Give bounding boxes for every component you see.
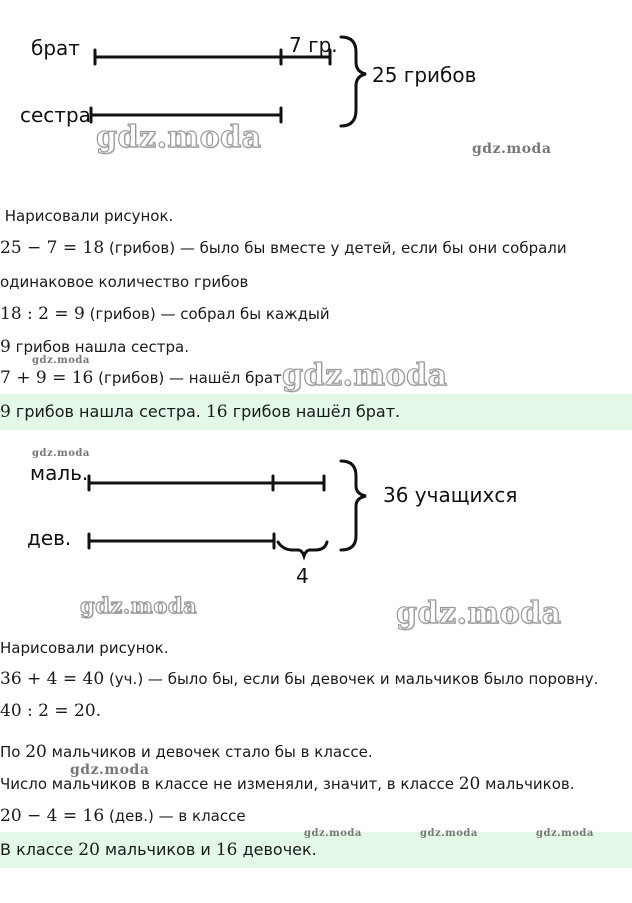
- watermark-logo: gdz.moda: [80, 593, 198, 618]
- watermark-logo: gdz.moda: [96, 120, 262, 155]
- watermark-logo: gdz.moda: [472, 141, 552, 157]
- label-boys: маль.: [30, 461, 89, 485]
- watermark-logo: gdz.moda: [32, 355, 90, 366]
- text-line: 20 − 4 = 16 (дев.) — в классе: [0, 806, 246, 826]
- text-line: Число мальчиков в классе не изменяли, значит, в классе 20 мальчиков.: [0, 774, 575, 794]
- total-brace: [341, 461, 366, 550]
- label-difference: 7 гр.: [289, 33, 338, 57]
- watermark-logo: gdz.moda: [70, 762, 150, 778]
- label-sister: сестра: [20, 103, 91, 127]
- watermark-logo: gdz.moda: [282, 358, 448, 393]
- answer-box: 9 грибов нашла сестра. 16 грибов нашёл брат.: [0, 394, 632, 430]
- text-line: 9 грибов нашла сестра.: [0, 337, 189, 357]
- segment-diagram: [0, 0, 632, 200]
- watermark-logo: gdz.moda: [536, 828, 594, 839]
- label-brother: брат: [31, 36, 80, 60]
- diagram-mushrooms: [0, 0, 632, 200]
- text-line: Нарисовали рисунок.: [0, 639, 169, 657]
- label-total: 25 грибов: [372, 63, 477, 87]
- watermark-logo: gdz.moda: [420, 828, 478, 839]
- text-line: 18 : 2 = 9 (грибов) — собрал бы каждый: [0, 304, 330, 324]
- watermark-logo: gdz.moda: [32, 448, 90, 459]
- text-line: По 20 мальчиков и девочек стало бы в классе.: [0, 742, 373, 762]
- label-girls: дев.: [27, 526, 72, 550]
- text-line: Нарисовали рисунок.: [4, 207, 174, 225]
- label-difference: 4: [296, 564, 309, 588]
- text-line: 40 : 2 = 20.: [0, 701, 102, 721]
- difference-brace: [278, 542, 327, 556]
- text-line: одинаковое количество грибов: [0, 273, 249, 291]
- text-line: 36 + 4 = 40 (уч.) — было бы, если бы девочек и мальчиков было поровну.: [0, 669, 599, 689]
- text-line: 7 + 9 = 16 (грибов) — нашёл брат: [0, 368, 282, 388]
- text-line: 25 − 7 = 18 (грибов) — было бы вместе у детей, если бы они собрали: [0, 238, 567, 258]
- watermark-logo: gdz.moda: [304, 828, 362, 839]
- answer-box: В классе 20 мальчиков и 16 девочек.: [0, 832, 632, 868]
- watermark-logo: gdz.moda: [396, 596, 562, 631]
- label-total: 36 учащихся: [383, 483, 518, 507]
- total-brace: [341, 37, 366, 126]
